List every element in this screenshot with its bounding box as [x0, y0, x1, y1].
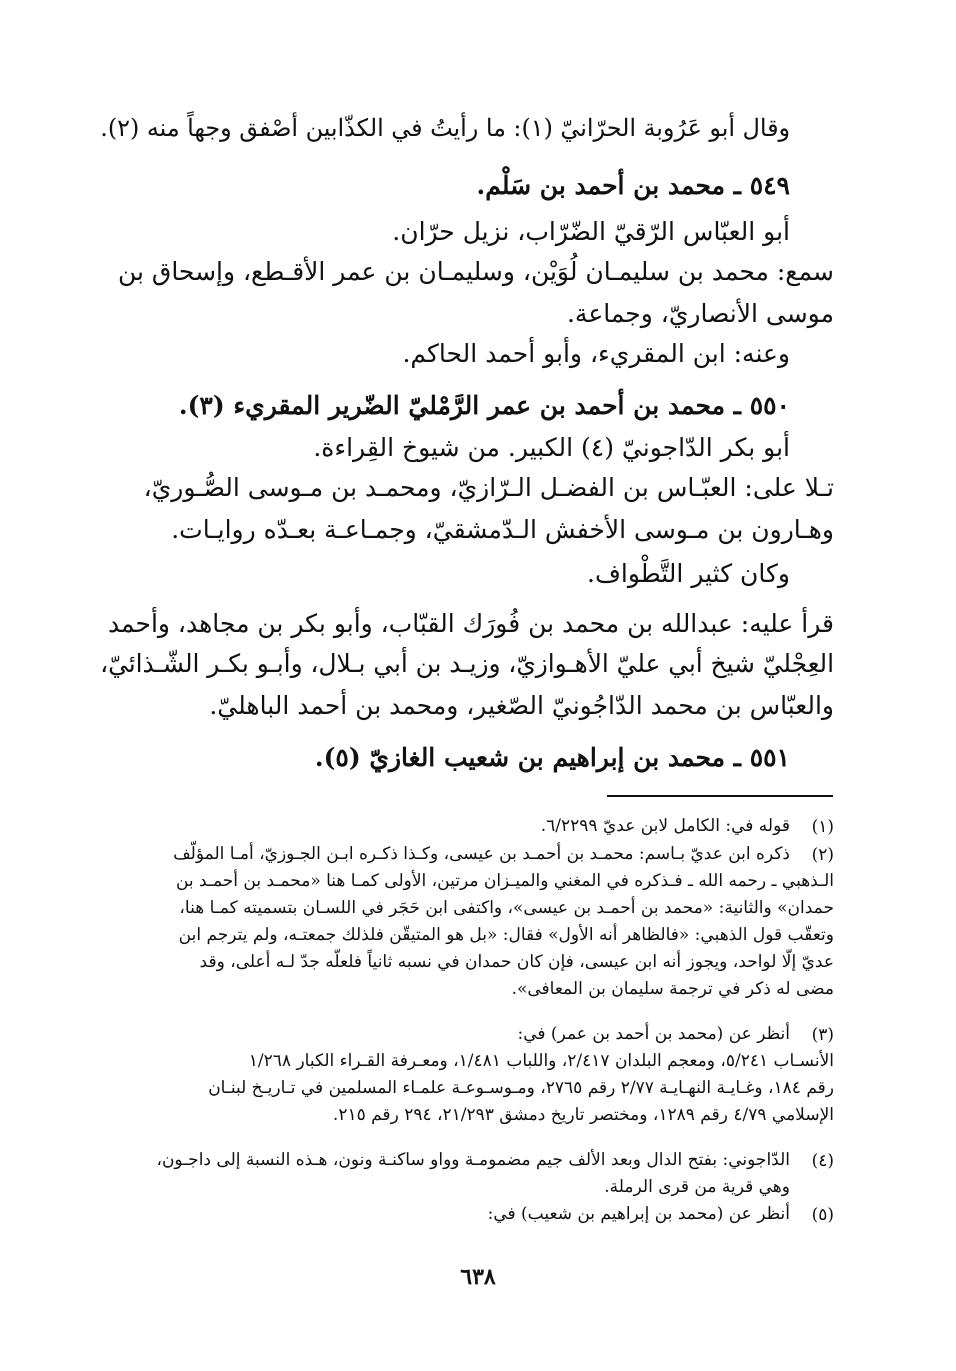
page-number: ٦٣٨ [460, 1264, 496, 1290]
text-line: تـلا على: العبّـاس بن الفضـل الـرّازيّ، ومحمـد بن مـوسى الصُّـوريّ، [143, 473, 834, 502]
text-line: وعنه: ابن المقريء، وأبو أحمد الحاكم. [402, 339, 790, 368]
footnote-line: الإسلامي ٤/٧٩ رقم ١٢٨٩، ومختصر تاريخ دمشق ٢١/٢٩٣، ٢٩٤ رقم ٢١٥. [332, 1105, 834, 1125]
footnote-line: الـذهبي ـ رحمه الله ـ فـذكره في المغني والميـزان مرتين، الأولى كمـا هنا «محمـد بن أحمـد بن [175, 871, 834, 891]
entry-heading-549: ٥٤٩ ـ محمد بن أحمد بن سَلْم. [476, 171, 790, 200]
footnote-number: (٣) [811, 1025, 834, 1045]
footnote-separator [607, 795, 833, 797]
text-line: والعبّاس بن محمد الدّاجُونيّ الصّغير، ومحمد بن أحمد الباهليّ. [209, 691, 834, 720]
footnote-line: رقم ١٨٤، وغـايـة النهـايـة ٢/٧٧ رقم ٢٧٦٥، ومـوسـوعـة علمـاء المسلمين في تـاريـخ لبنـان [208, 1078, 834, 1098]
text-line: وكان كثير التَّطْواف. [587, 559, 790, 588]
footnote-line: مضى له ذكر في ترجمة سليمان بن المعافى». [511, 979, 834, 999]
entry-heading-550: ٥٥٠ ـ محمد بن أحمد بن عمر الرَّمْليّ الضّرير المقريء (٣). [178, 391, 790, 420]
footnote-line: حمدان» والثانية: «محمد بن أحمـد بن عيسى»، واكتفى ابن حَجَر في اللسـان بتسميته كمـا هنا، [179, 898, 834, 918]
footnote-number: (٤) [811, 1151, 834, 1171]
footnote-line: أنظر عن (محمد بن أحمد بن عمر) في: [517, 1024, 790, 1044]
text-line: سمع: محمد بن سليمـان لُوَيْن، وسليمـان بن عمر الأقـطع، وإسحاق بن [117, 257, 834, 286]
footnote-line: عديّ إلّا لواحد، ويجوز أنه ابن عيسى، فإن كان حمدان في نسبه ثانياً فلعلّه جدّ لـه أعلى، وقد [199, 952, 834, 972]
text-line: موسى الأنصاريّ، وجماعة. [566, 299, 834, 328]
footnote-line: ذكره ابن عديّ بـاسم: محمـد بن أحمـد بن عيسى، وكـذا ذكـره ابـن الجـوزيّ، أمـا المؤلّف [173, 844, 790, 864]
text-line: أبو بكر الدّاجونيّ (٤) الكبير. من شيوخ القِراءة. [313, 433, 790, 462]
footnote-line: الدّاجوني: بفتح الدال وبعد الألف جيم مضمومـة وواو ساكنـة ونون، هـذه النسبة إلى داجـون، [156, 1150, 790, 1170]
entry-heading-551: ٥٥١ ـ محمد بن إبراهيم بن شعيب الغازيّ (٥). [314, 743, 790, 772]
text-line: وهـارون بن مـوسى الأخفش الـدّمشقيّ، وجمـاعـة بعـدّه روايـات. [171, 515, 834, 544]
footnote-line: أنظر عن (محمد بن إبراهيم بن شعيب) في: [487, 1204, 790, 1224]
text-line: قرأ عليه: عبدالله بن محمد بن فُورَك القبّاب، وأبو بكر بن مجاهد، وأحمد [107, 609, 834, 638]
footnote-line: قوله في: الكامل لابن عديّ ٦/٢٢٩٩. [540, 816, 790, 836]
footnote-line: الأنسـاب ٥/٢٤١، ومعجم البلدان ٢/٤١٧، واللباب ١/٤٨١، ومعـرفة القـراء الكبار ١/٢٦٨ [248, 1051, 834, 1071]
footnote-number: (٢) [811, 845, 834, 865]
footnote-line: وتعقّب قول الذهبي: «فالظاهر أنه الأول» فقال: «بل هو المتيقّن فلذلك جمعتـه، ولم يترجم ابن [178, 925, 834, 945]
footnote-number: (١) [811, 817, 834, 837]
text-line: العِجْليّ شيخ أبي عليّ الأهـوازيّ، وزيـد بن أبي بـلال، وأبـو بكـر الشّـذائيّ، [100, 649, 834, 678]
text-line: وقال أبو عَرُوبة الحرّانيّ (١): ما رأيتُ في الكذّابين أصْفق وجهاً منه (٢). [100, 114, 790, 142]
footnote-line: وهي قرية من قرى الرملة. [604, 1177, 790, 1197]
text-line: أبو العبّاس الرّقيّ الضّرّاب، نزيل حرّان. [392, 217, 790, 246]
footnote-number: (٥) [811, 1205, 834, 1225]
